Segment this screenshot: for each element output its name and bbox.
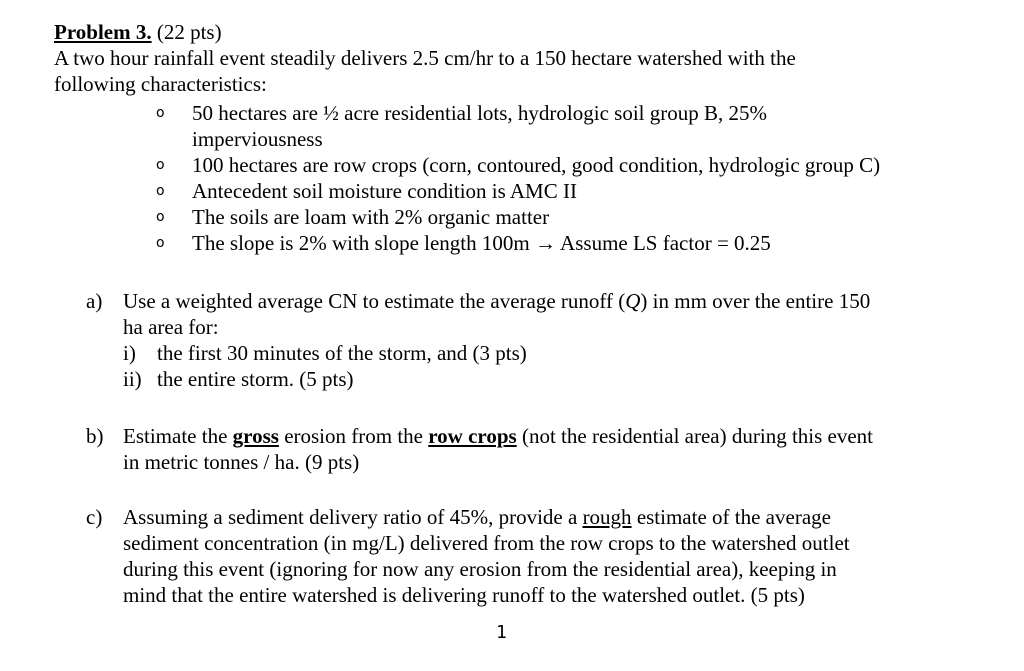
list-item-text: 50 hectares are ½ acre residential lots, hydrologic soil group B, 25% <box>192 101 767 125</box>
list-item <box>156 204 976 230</box>
part-c-line2: sediment concentration (in mg/L) delivered from the row crops to the watershed outlet <box>123 531 850 555</box>
part-a-text <box>123 288 966 392</box>
bullet-icon: o <box>156 183 165 199</box>
sub-text: the entire storm. (5 pts) <box>157 367 354 391</box>
sub-text: the first 30 minutes of the storm, and (3 pts) <box>157 341 527 365</box>
problem-title-line <box>54 19 954 45</box>
part-c-label: c) <box>86 505 103 529</box>
characteristics-list <box>156 100 976 256</box>
list-item <box>156 230 976 256</box>
sub-label: ii) <box>123 367 142 391</box>
row-crops-emphasis: row crops <box>428 424 517 448</box>
list-item-text: The slope is 2% with slope length 100m → Assume LS factor = 0.25 <box>192 231 771 255</box>
part-a <box>86 288 966 392</box>
part-b-t4: in metric tonnes / ha. (9 pts) <box>123 450 360 474</box>
problem-intro-line1: A two hour rainfall event steadily delivers 2.5 cm/hr to a 150 hectare watershed with the <box>54 46 796 70</box>
part-c-line4: mind that the entire watershed is delivering runoff to the watershed outlet. (5 pts) <box>123 583 805 607</box>
part-b-text <box>123 423 966 475</box>
part-b-t2: erosion from the <box>278 424 429 448</box>
rough-emphasis: rough <box>582 505 632 529</box>
part-b <box>86 423 966 475</box>
list-item <box>156 178 976 204</box>
part-a-text2: ) in mm over the entire 150 <box>640 289 871 313</box>
problem-intro-line2: following characteristics: <box>54 72 267 96</box>
list-item-text: The soils are loam with 2% organic matter <box>192 205 550 229</box>
bullet-icon: o <box>156 157 165 173</box>
part-a-text3: ha area for: <box>123 315 219 339</box>
part-a-label: a) <box>86 289 103 313</box>
part-a-sub-i <box>123 340 966 366</box>
page-number: 1 <box>496 622 507 643</box>
list-item-text: Antecedent soil moisture condition is AMC II <box>192 179 577 203</box>
bullet-icon: o <box>156 235 165 251</box>
list-item-text-cont: imperviousness <box>192 127 323 151</box>
part-c-text <box>123 504 966 608</box>
bullet-icon: o <box>156 105 165 121</box>
list-item <box>156 152 976 178</box>
problem-title: Problem 3. <box>54 20 152 44</box>
list-item-text: 100 hectares are row crops (corn, contoured, good condition, hydrologic group C) <box>192 153 881 177</box>
part-b-t1: Estimate the <box>123 424 233 448</box>
part-c-t2: estimate of the average <box>631 505 831 529</box>
part-a-q: Q <box>625 289 641 313</box>
bullet-icon: o <box>156 209 165 225</box>
problem-header <box>54 19 954 97</box>
part-a-text1: Use a weighted average CN to estimate the average runoff ( <box>123 289 626 313</box>
part-b-label: b) <box>86 424 104 448</box>
part-b-t3: (not the residential area) during this event <box>516 424 874 448</box>
part-c-t1: Assuming a sediment delivery ratio of 45%, provide a <box>123 505 583 529</box>
problem-points: (22 pts) <box>151 20 222 44</box>
sub-label: i) <box>123 341 136 365</box>
gross-emphasis: gross <box>232 424 279 448</box>
list-item <box>156 100 976 152</box>
part-c-line3: during this event (ignoring for now any erosion from the residential area), keeping in <box>123 557 837 581</box>
part-c <box>86 504 966 608</box>
part-a-sub-ii <box>123 366 966 392</box>
